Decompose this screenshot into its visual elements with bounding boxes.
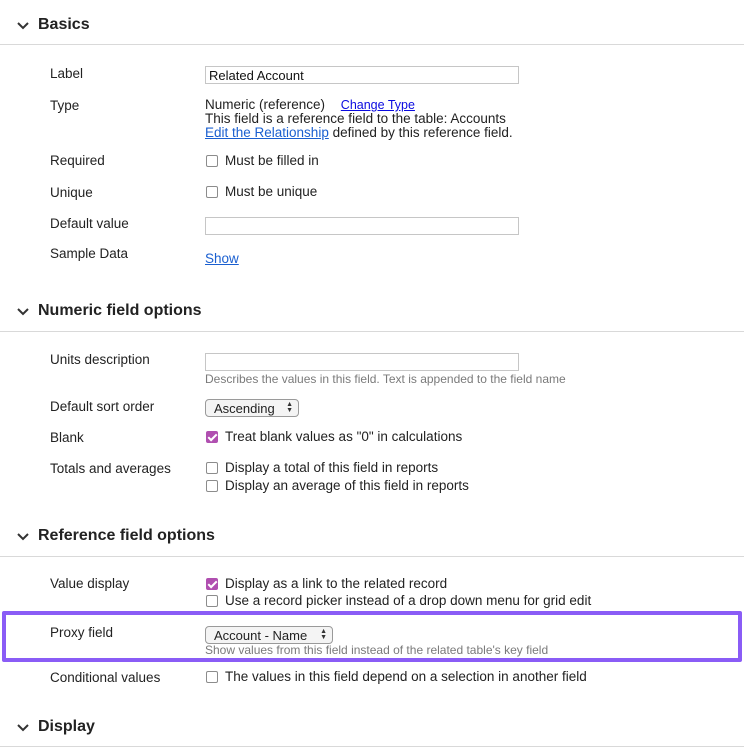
label-label: Label — [50, 66, 84, 81]
totals-averages-label: Totals and averages — [50, 461, 171, 476]
proxy-field-hint: Show values from this field instead of the related table's key field — [205, 643, 549, 657]
default-value-input[interactable] — [205, 217, 519, 235]
required-checkbox[interactable] — [206, 155, 218, 167]
unique-checkbox-row[interactable] — [206, 184, 317, 199]
section-title: Numeric field options — [38, 302, 202, 319]
type-description: This field is a reference field to the table: Accounts — [205, 111, 506, 126]
sort-order-select[interactable] — [205, 399, 299, 417]
label-input[interactable] — [205, 66, 519, 84]
sample-data-show-link[interactable]: Show — [205, 251, 239, 266]
relationship-suffix: defined by this reference field. — [328, 125, 513, 140]
section-title: Display — [38, 718, 95, 735]
value-display-label: Value display — [50, 576, 130, 591]
unique-label: Unique — [50, 185, 93, 200]
conditional-values-label: Conditional values — [50, 670, 161, 685]
select-arrows-icon: ▲ ▼ — [286, 401, 293, 414]
type-block — [205, 97, 415, 112]
section-title: Basics — [38, 16, 90, 33]
chevron-down-icon — [16, 18, 30, 32]
units-description-label: Units description — [50, 352, 150, 367]
edit-relationship-link[interactable]: Edit the Relationship — [205, 125, 329, 140]
conditional-checkbox-row[interactable] — [206, 669, 587, 684]
average-checkbox-row[interactable] — [206, 478, 469, 493]
proxy-field-value: Account - Name — [214, 627, 308, 643]
divider — [0, 44, 744, 45]
sample-data-label: Sample Data — [50, 246, 129, 261]
section-header-display[interactable] — [16, 718, 95, 736]
conditional-checkbox[interactable] — [206, 671, 218, 683]
proxy-field-label: Proxy field — [50, 625, 114, 640]
section-header-numeric[interactable] — [16, 302, 202, 320]
select-arrows-icon: ▲ ▼ — [320, 628, 327, 641]
blank-checkbox[interactable] — [206, 431, 218, 443]
section-header-reference[interactable] — [16, 527, 215, 545]
unique-checkbox[interactable] — [206, 186, 218, 198]
section-header-basics[interactable] — [16, 16, 90, 34]
divider — [0, 556, 744, 557]
divider — [0, 746, 744, 747]
required-checkbox-label: Must be filled in — [225, 153, 319, 168]
blank-label: Blank — [50, 430, 84, 445]
blank-checkbox-row[interactable] — [206, 429, 462, 444]
type-value: Numeric (reference) — [205, 97, 326, 112]
chevron-down-icon — [16, 304, 30, 318]
blank-checkbox-label: Treat blank values as "0" in calculations — [225, 429, 463, 444]
units-description-input[interactable] — [205, 353, 519, 371]
type-label: Type — [50, 98, 80, 113]
conditional-checkbox-label: The values in this field depend on a selection in another field — [225, 669, 587, 684]
default-value-label: Default value — [50, 216, 129, 231]
units-description-hint: Describes the values in this field. Text is appended to the field name — [205, 372, 566, 386]
sort-order-value: Ascending — [214, 400, 275, 416]
unique-checkbox-label: Must be unique — [225, 184, 318, 199]
picker-checkbox[interactable] — [206, 595, 218, 607]
picker-checkbox-row[interactable] — [206, 593, 591, 608]
link-checkbox-row[interactable] — [206, 576, 447, 591]
average-checkbox-label: Display an average of this field in reports — [225, 478, 469, 493]
totals-checkbox-row[interactable] — [206, 460, 438, 475]
relationship-line — [205, 125, 513, 140]
link-checkbox-label: Display as a link to the related record — [225, 576, 448, 591]
required-label: Required — [50, 153, 105, 168]
average-checkbox[interactable] — [206, 480, 218, 492]
totals-checkbox[interactable] — [206, 462, 218, 474]
required-checkbox-row[interactable] — [206, 153, 319, 168]
link-checkbox[interactable] — [206, 578, 218, 590]
chevron-down-icon — [16, 529, 30, 543]
section-title: Reference field options — [38, 527, 215, 544]
proxy-field-select[interactable] — [205, 626, 333, 644]
totals-checkbox-label: Display a total of this field in reports — [225, 460, 439, 475]
chevron-down-icon — [16, 720, 30, 734]
default-sort-order-label: Default sort order — [50, 399, 155, 414]
divider — [0, 331, 744, 332]
picker-checkbox-label: Use a record picker instead of a drop down menu for grid edit — [225, 593, 592, 608]
change-type-link[interactable]: Change Type — [340, 98, 415, 112]
